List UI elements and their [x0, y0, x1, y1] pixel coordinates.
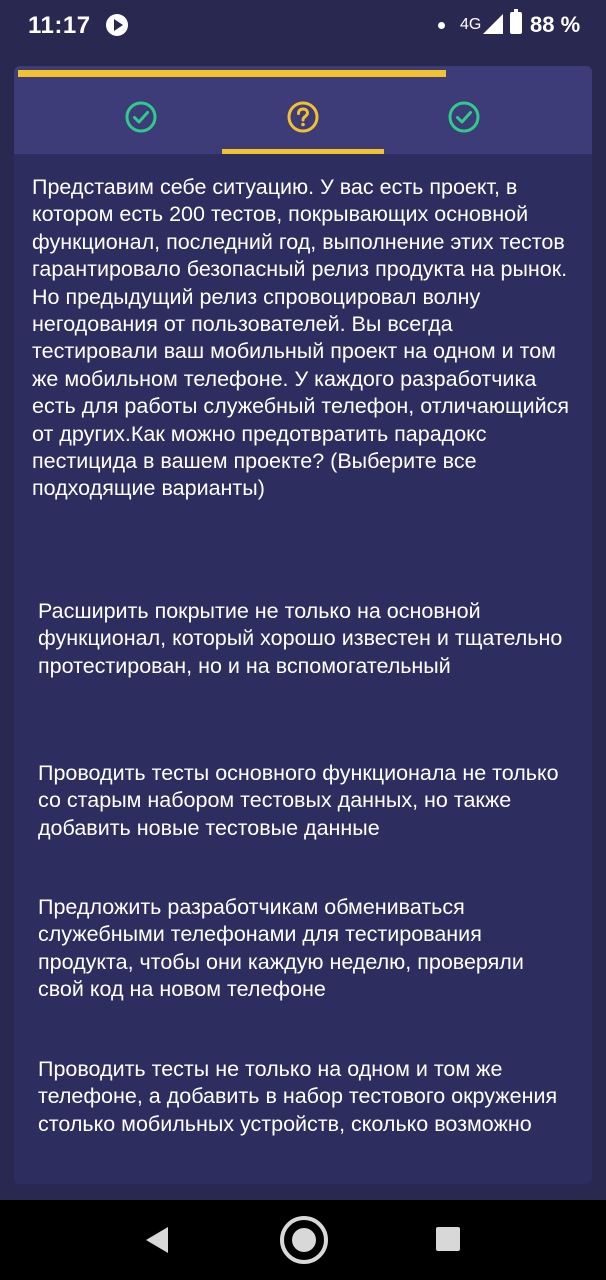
answer-option[interactable]: Предложить разработчикам обмениваться служебными телефонами для тестирования продукта, чтобы они каждую неделю, проверяли свой код на новом телефоне — [38, 895, 524, 1002]
quiz-card — [14, 66, 592, 1184]
check-circle-icon — [124, 100, 158, 134]
check-circle-icon — [447, 100, 481, 134]
quiz-progress-fill — [18, 70, 446, 77]
back-icon[interactable] — [146, 1227, 168, 1253]
answer-option[interactable]: Проводить тесты не только на одном и том же телефоне, а добавить в набор тестового окружения столько мобильных устройств, сколько возможно — [38, 1057, 558, 1136]
network-type: 4G — [460, 16, 482, 33]
recents-icon[interactable] — [436, 1227, 460, 1251]
step-1-tab[interactable] — [124, 100, 158, 134]
answer-option[interactable]: Проводить тесты основного функционала не только со старым набором тестовых данных, но также добавить новые тестовые данные — [38, 761, 559, 840]
question-circle-icon — [286, 100, 320, 134]
notification-dot-icon — [438, 22, 445, 29]
quiz-header — [14, 66, 592, 154]
active-step-indicator — [222, 149, 384, 154]
status-bar — [0, 0, 606, 54]
home-icon[interactable] — [280, 1216, 328, 1264]
question-text: Представим себе ситуацию. У вас есть проект, в котором есть 200 тестов, покрывающих основной функционал, последний год, выполнение этих тестов гарантировало безопасный релиз продукта на рынок. Но предыдущий релиз спровоцировал волну негодования от пользователей. Вы всегда тестировали ваш мобильный проект на одном и том же мобильном телефоне. У каждого разработчика есть для работы служебный телефон, отличающийся от других.Как можно предотвратить парадокс пестицида в вашем проекте? (Выберите все подходящие варианты) — [32, 175, 570, 501]
status-time: 11:17 — [28, 12, 91, 39]
signal-icon — [483, 14, 503, 34]
quiz-progress-bar — [18, 70, 588, 77]
answer-option[interactable]: Расширить покрытие не только на основной функционал, который хорошо известен и тщательно протестирован, но и на вспомогательный — [38, 599, 563, 678]
battery-icon — [510, 12, 522, 34]
battery-percent: 88 % — [530, 12, 581, 37]
step-2-tab[interactable] — [286, 100, 320, 134]
play-notification-icon — [106, 14, 128, 36]
navigation-bar — [0, 1200, 606, 1280]
step-3-tab[interactable] — [447, 100, 481, 134]
